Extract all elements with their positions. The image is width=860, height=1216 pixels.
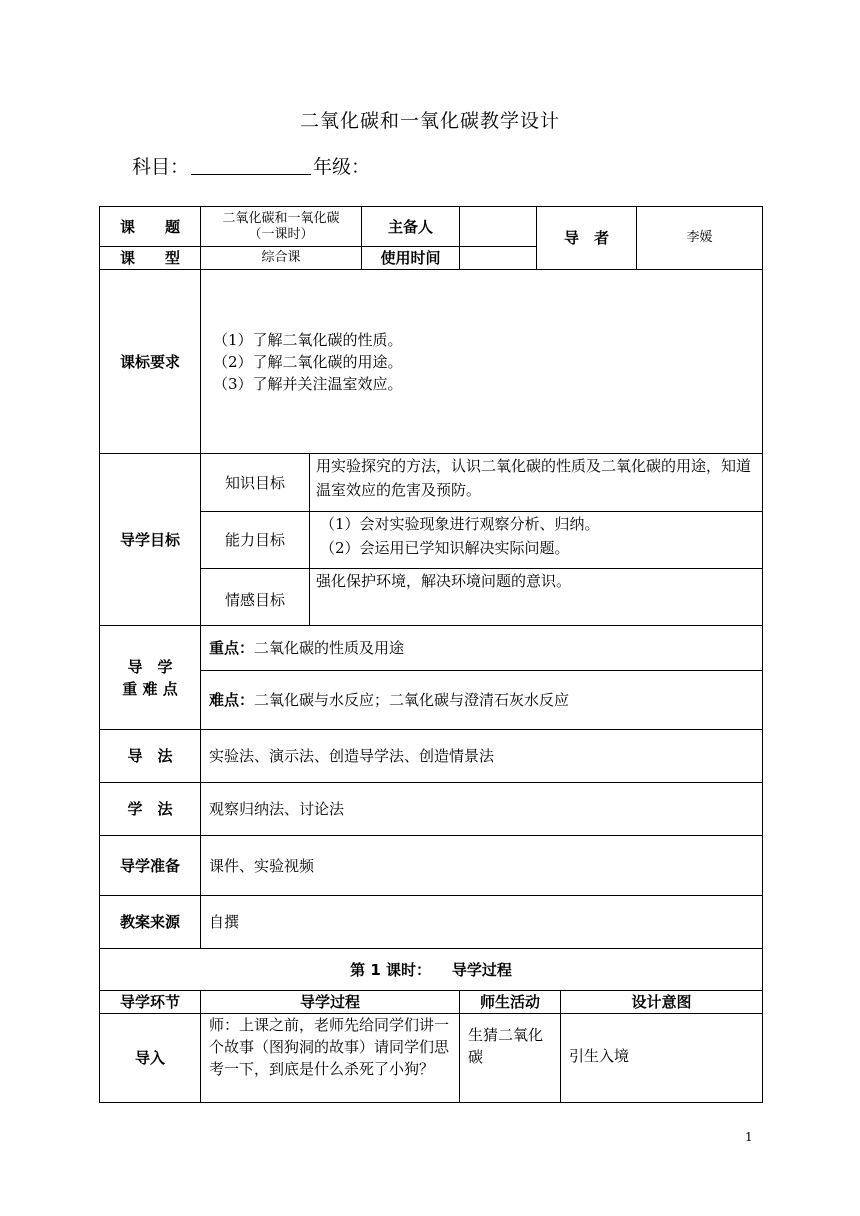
type-value: 综合课 xyxy=(201,247,362,270)
process-intent: 引生入境 xyxy=(561,1014,763,1103)
goal-ability-text xyxy=(310,512,763,569)
standard-item: （1）了解二氧化碳的性质。 xyxy=(213,330,403,349)
key-point xyxy=(201,626,763,671)
goal-knowledge-text: 用实验探究的方法，认识二氧化碳的性质及二氧化碳的用途，知道温室效应的危害及预防。 xyxy=(310,454,763,512)
time-value xyxy=(460,247,537,270)
goal-ability-line: （2）会运用已学知识解决实际问题。 xyxy=(320,539,570,557)
standards-label: 课标要求 xyxy=(100,270,201,454)
standard-item: （2）了解二氧化碳的用途。 xyxy=(213,352,403,371)
key-points-label-line2: 重 难 点 xyxy=(122,679,178,698)
key-points-label-line1: 导 学 xyxy=(127,657,173,676)
topic-value xyxy=(201,207,362,247)
time-label: 使用时间 xyxy=(362,247,460,270)
prep-value: 课件、实验视频 xyxy=(201,836,763,896)
prep-label: 导学准备 xyxy=(100,836,201,896)
page-number: 1 xyxy=(745,1130,753,1144)
process-text: 师：上课之前，老师先给同学们讲一个故事（图狗洞的故事）请同学们思考一下，到底是什么杀死了小狗？ xyxy=(201,1014,460,1103)
session-title xyxy=(100,949,763,991)
key-points-label xyxy=(100,626,201,730)
col-header-activity: 师生活动 xyxy=(460,991,561,1014)
topic-value-line1: 二氧化碳和一氧化碳 xyxy=(222,210,340,226)
key-point-text: 二氧化碳的性质及用途 xyxy=(254,639,405,657)
standard-item: （3）了解并关注温室效应。 xyxy=(213,374,403,393)
preparer-label: 主备人 xyxy=(362,207,460,247)
grade-label: 年级： xyxy=(313,156,371,178)
subject-line xyxy=(132,152,370,179)
goal-ability-line: （1）会对实验现象进行观察分析、归纳。 xyxy=(320,515,600,533)
guide-value: 李媛 xyxy=(637,207,763,270)
col-header-intent: 设计意图 xyxy=(561,991,763,1014)
session-title-prefix: 第 1 课时： xyxy=(350,960,431,979)
col-header-stage: 导学环节 xyxy=(100,991,201,1014)
session-title-suffix: 导学过程 xyxy=(451,960,512,979)
learn-label: 学 法 xyxy=(100,783,201,836)
key-point-prefix: 重点： xyxy=(209,639,255,657)
goal-knowledge-label: 知识目标 xyxy=(201,454,310,512)
difficult-point-text: 二氧化碳与水反应；二氧化碳与澄清石灰水反应 xyxy=(254,691,570,709)
goals-label: 导学目标 xyxy=(100,454,201,626)
topic-value-line2: （一课时） xyxy=(248,226,314,242)
difficult-point xyxy=(201,671,763,730)
process-stage: 导入 xyxy=(100,1014,201,1103)
learn-value: 观察归纳法、讨论法 xyxy=(201,783,763,836)
lesson-plan-table xyxy=(99,206,763,1103)
col-header-process: 导学过程 xyxy=(201,991,460,1014)
topic-label: 课 题 xyxy=(100,207,201,247)
goal-emotion-text: 强化保护环境，解决环境问题的意识。 xyxy=(310,569,763,626)
subject-label: 科目： xyxy=(132,156,190,178)
table-row xyxy=(100,1014,763,1103)
type-label: 课 型 xyxy=(100,247,201,270)
preparer-value xyxy=(460,207,537,247)
source-value: 自撰 xyxy=(201,896,763,949)
document-title: 二氧化碳和一氧化碳教学设计 xyxy=(299,110,560,132)
method-value: 实验法、演示法、创造导学法、创造情景法 xyxy=(201,730,763,783)
guide-label: 导 者 xyxy=(537,207,637,270)
goal-ability-label: 能力目标 xyxy=(201,512,310,569)
difficult-point-prefix: 难点： xyxy=(209,691,255,709)
goal-emotion-label: 情感目标 xyxy=(201,569,310,626)
standards-list xyxy=(201,270,763,454)
process-activity: 生猜二氧化碳 xyxy=(460,1014,561,1103)
method-label: 导 法 xyxy=(100,730,201,783)
source-label: 教案来源 xyxy=(100,896,201,949)
subject-blank xyxy=(191,156,311,175)
